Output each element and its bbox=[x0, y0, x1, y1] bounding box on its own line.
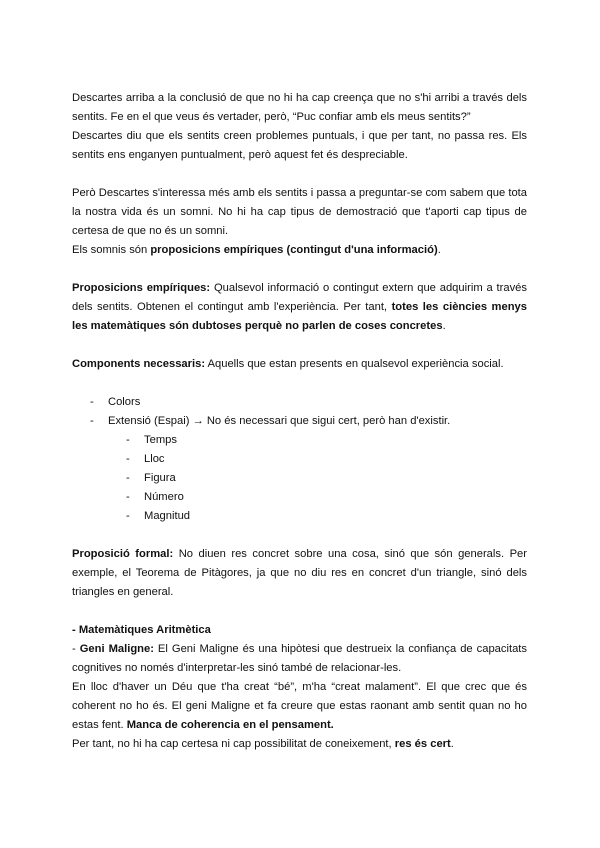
paragraph-descartes-conclusion: Descartes arriba a la conclusió de que no hi ha cap creença que no s'hi arribi a través dels sentits. Fe en el que veus és vertader, però, “Puc confiar amb els meus sentits?” bbox=[72, 92, 527, 123]
list-item: - Lloc bbox=[126, 453, 165, 465]
components-list bbox=[72, 393, 527, 431]
spacer bbox=[72, 602, 527, 621]
paragraph-dreams-empirical: Els somnis són proposicions empíriques (contingut d'una informació). bbox=[72, 244, 441, 256]
extension-sublist bbox=[72, 431, 527, 526]
spacer bbox=[72, 374, 527, 393]
list-item: - Número bbox=[126, 491, 184, 503]
term-formal-proposition: Proposició formal: bbox=[72, 548, 174, 560]
term-evil-genius: Geni Maligne: bbox=[79, 643, 154, 655]
bold-empirical-propositions: proposicions empíriques (contingut d'una informació) bbox=[150, 244, 438, 256]
list-item: - Magnitud bbox=[126, 510, 191, 522]
term-empirical-propositions: Proposicions empíriques: bbox=[72, 282, 211, 294]
spacer bbox=[72, 165, 527, 184]
paragraph-life-dream: Però Descartes s'interessa més amb els sentits i passa a preguntar-se com sabem que tota la nostra vida és un somni. No hi ha cap tipus de demostració que t'aporti cap tipus de certesa de que no és un somni. bbox=[72, 187, 527, 237]
list-item: - Figura bbox=[126, 472, 176, 484]
paragraph-necessary-components: Components necessaris: Aquells que estan presents en qualsevol experiència social. bbox=[72, 358, 504, 370]
document-body bbox=[72, 89, 527, 754]
paragraph-god-created: En lloc d'haver un Déu que t'ha creat “bé”, m'ha “creat malament”. El que crec que és coherent no ho és. El geni Maligne et fa creure que estas raonant amb sentit quan no ho estas fent. Manca de coherencia en el pensament. bbox=[72, 681, 527, 731]
section-heading-mathematics: - Matemàtiques Aritmètica bbox=[72, 624, 211, 636]
spacer bbox=[72, 260, 527, 279]
paragraph-evil-genius: - Geni Maligne: El Geni Maligne és una hipòtesi que destrueix la confiança de capacitats cognitives no només d'interpretar-les sinó també de relacionar-les. bbox=[72, 643, 527, 674]
paragraph-empirical-definition: Proposicions empíriques: Qualsevol informació o contingut extern que adquirim a través dels sentits. Obtenen el contingut amb l'experiència. Per tant, totes les ciències menys les matemàtiques són dubtoses perquè no parlen de coses concretes. bbox=[72, 282, 528, 332]
spacer bbox=[72, 336, 527, 355]
term-necessary-components: Components necessaris: bbox=[72, 358, 206, 370]
bold-sciences-doubtful: totes les ciències menys les matemàtiques són dubtoses perquè no parlen de coses concretes bbox=[72, 301, 528, 332]
bold-nothing-certain: res és cert bbox=[394, 738, 451, 750]
bold-lack-coherence: Manca de coherencia en el pensament. bbox=[126, 719, 334, 731]
paragraph-formal-proposition: Proposició formal: No diuen res concret sobre una cosa, sinó que són generals. Per exemple, el Teorema de Pitàgores, ja que no diu res en concret d'un triangle, sinó dels triangles en general. bbox=[72, 548, 527, 598]
paragraph-no-certainty: Per tant, no hi ha cap certesa ni cap possibilitat de coneixement, res és cert. bbox=[72, 738, 454, 750]
list-item: - Extensió (Espai) → No és necessari que sigui cert, però han d'existir. bbox=[90, 415, 451, 427]
list-item: - Colors bbox=[90, 396, 141, 408]
spacer bbox=[72, 526, 527, 545]
list-item: - Temps bbox=[126, 434, 177, 446]
paragraph-senses-problems: Descartes diu que els sentits creen problemes puntuals, i que per tant, no passa res. Els sentits ens enganyen puntualment, però aquest fet és despreciable. bbox=[72, 130, 527, 161]
